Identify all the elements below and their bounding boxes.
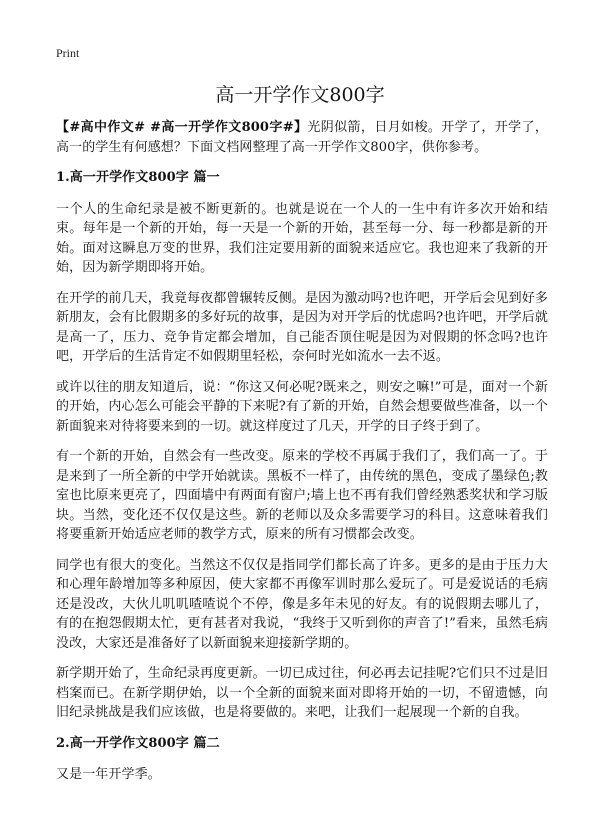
section-1-paragraph-3: 或许以往的朋友知道后，说：“你这又何必呢?既来之，则安之嘛!”可是，面对一个新的开始，内心怎么可能会平静的下来呢?有了新的开始，自然会想要做些准备，以一个新面貌来对待将要来到的一切。就这样度过了几天，开学的日子终于到了。 [56, 379, 548, 434]
print-label: Print [56, 46, 80, 60]
page-title: 高一开学作文800字 [215, 84, 385, 106]
section-1-paragraph-1: 一个人的生命纪录是被不断更新的。也就是说在一个人的一生中有许多次开始和结束。每年是一个新的开始，每一天是一个新的开始，甚至每一分、每一秒都是新的开始。面对这瞬息万变的世界，我们注定要用新的面貌来适应它。我也迎来了我新的开始，因为新学期即将开始。 [56, 201, 548, 275]
section-1-paragraph-2: 在开学的前几天，我竟每夜都曾辗转反侧。是因为激动吗?也许吧，开学后会见到好多新朋友，会有比假期多的多好玩的故事，是因为对开学后的忧虑吗?也许吧，开学后就是高一了，压力、竞争肯定都会增加，自己能否顶住呢是因为对假期的怀念吗?也许吧，开学后的生活肯定不如假期里轻松，奈何时光如流水一去不返。 [56, 290, 548, 364]
section-1-paragraph-5: 同学也有很大的变化。当然这不仅仅是指同学们都长高了许多。更多的是由于压力大和心理年龄增加等多种原因，使大家都不再像军训时那么爱玩了。可是爱说话的毛病还是没改，大伙儿叽叽喳喳说个不停，像是多年未见的好友。有的说假期去哪儿了，有的在抱怨假期太忙，更有甚者对我说，“我终于又听到你的声音了!”看来，虽然毛病没改，大家还是准备好了以新面貌来迎接新学期的。 [56, 557, 548, 651]
section-1-paragraph-6: 新学期开始了，生命纪录再度更新。一切已成过往，何必再去记挂呢?它们只不过是旧档案而已。在新学期伊始，以一个全新的面貌来面对即将开始的一切，不留遗憾，向旧纪录挑战是我们应该做，也是将要做的。来吧，让我们一起展现一个新的自我。 [56, 666, 548, 720]
intro-paragraph [56, 118, 548, 157]
intro-tags: 【#高中作文# #高一开学作文800字#】 [56, 120, 308, 135]
section-2-paragraph-1: 又是一年开学季。 [56, 767, 161, 782]
article-body [56, 118, 548, 796]
section-heading-1: 1.高一开学作文800字 篇一 [56, 170, 220, 185]
section-1-paragraph-4: 有一个新的开始，自然会有一些改变。原来的学校不再属于我们了，我们高一了。于是来到了一所全新的中学开始就读。黑板不一样了，由传统的黑色，变成了墨绿色;教室也比原来更亮了，四面墙中有两面有窗户;墙上也不再有我们曾经熟悉奖状和学习版块。当然，变化还不仅仅是这些。新的老师以及众多需要学习的科目。这意味着我们将要重新开始适应老师的教学方式，原来的所有习惯都会改变。 [56, 449, 548, 542]
intro-text: 光阴似箭，日月如梭。开学了，开学了，高一的学生有何感想？下面文档网整理了高一开学作文800字，供你参考。 [56, 120, 548, 155]
section-heading-2: 2.高一开学作文800字 篇二 [56, 735, 220, 751]
